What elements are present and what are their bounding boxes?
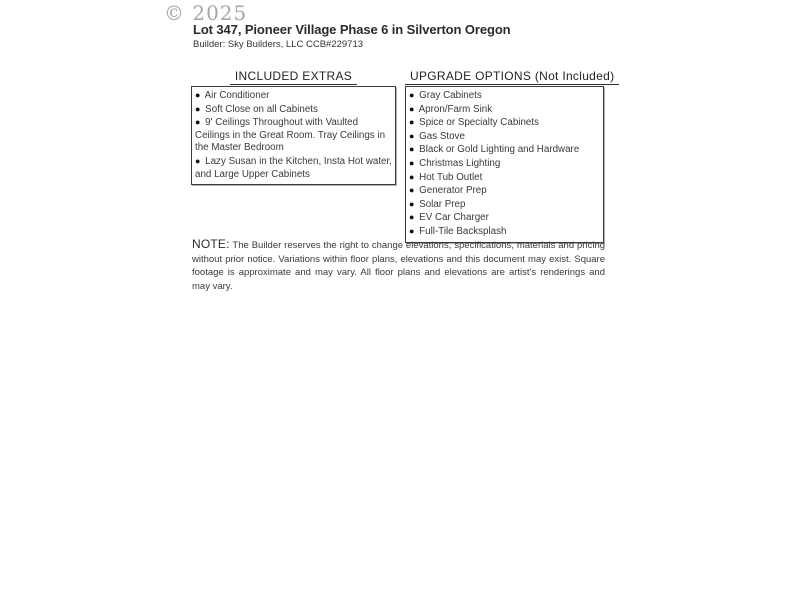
builder-subtitle: Builder: Sky Builders, LLC CCB#229713 — [193, 39, 364, 50]
bullet-icon: ● — [409, 130, 415, 141]
list-item: ● Solar Prep — [409, 198, 466, 210]
list-item: ● Apron/Farm Sink — [409, 103, 493, 115]
list-item: ● EV Car Charger — [409, 212, 489, 224]
bullet-icon: ● — [195, 103, 201, 114]
included-extras-heading: INCLUDED EXTRAS — [230, 69, 357, 85]
bullet-icon: ● — [409, 185, 415, 196]
list-item: ● Full-Tile Backsplash — [409, 225, 507, 237]
list-item: ● Lazy Susan in the Kitchen, Insta Hot water, and Large Upper Cabinets — [195, 155, 392, 180]
included-extras-heading-wrap — [191, 69, 396, 85]
bullet-icon: ● — [195, 155, 201, 166]
note-text: The Builder reserves the right to change elevations, specifications, materials and pricing without prior notice. Variations within floor plans, elevations and this document may exist. Square footage is approximate and may vary. All floor plans and elevations are artist's renderings and may vary. — [192, 240, 606, 292]
bullet-icon: ● — [195, 90, 201, 100]
bullet-icon: ● — [409, 198, 415, 209]
list-item: ● Gas Stove — [409, 130, 465, 142]
list-item: ● Generator Prep — [409, 185, 487, 197]
list-item: ● Gray Cabinets — [409, 90, 482, 101]
bullet-icon: ● — [409, 157, 415, 168]
bullet-icon: ● — [409, 90, 415, 100]
bullet-icon: ● — [409, 144, 415, 155]
list-item: ● Christmas Lighting — [409, 157, 501, 169]
list-item: ● Spice or Specialty Cabinets — [409, 117, 539, 129]
list-item: ● Hot Tub Outlet — [409, 171, 483, 183]
list-item: ● 9' Ceilings Throughout with Vaulted Ceilings in the Great Room. Tray Ceilings in the Master Bedroom — [195, 117, 386, 154]
included-extras-panel — [191, 69, 396, 185]
upgrade-options-list — [405, 86, 604, 243]
upgrade-options-panel — [405, 69, 615, 243]
list-item: ● Black or Gold Lighting and Hardware — [409, 144, 580, 156]
included-extras-list — [191, 86, 396, 185]
page-title: Lot 347, Pioneer Village Phase 6 in Silverton Oregon — [193, 22, 511, 37]
bullet-icon: ● — [409, 117, 415, 128]
disclaimer-note — [192, 238, 605, 293]
list-item: ● Air Conditioner — [195, 90, 270, 101]
bullet-icon: ● — [195, 117, 201, 128]
bullet-icon: ● — [409, 103, 415, 114]
note-label: NOTE: — [192, 237, 230, 251]
bullet-icon: ● — [409, 171, 415, 182]
upgrade-options-heading: UPGRADE OPTIONS (Not Included) — [405, 69, 619, 85]
list-item: ● Soft Close on all Cabinets — [195, 103, 318, 115]
bullet-icon: ● — [409, 212, 415, 223]
copyright-watermark: © 2025 — [164, 1, 248, 25]
bullet-icon: ● — [409, 225, 415, 236]
upgrade-options-heading-wrap — [405, 69, 615, 85]
